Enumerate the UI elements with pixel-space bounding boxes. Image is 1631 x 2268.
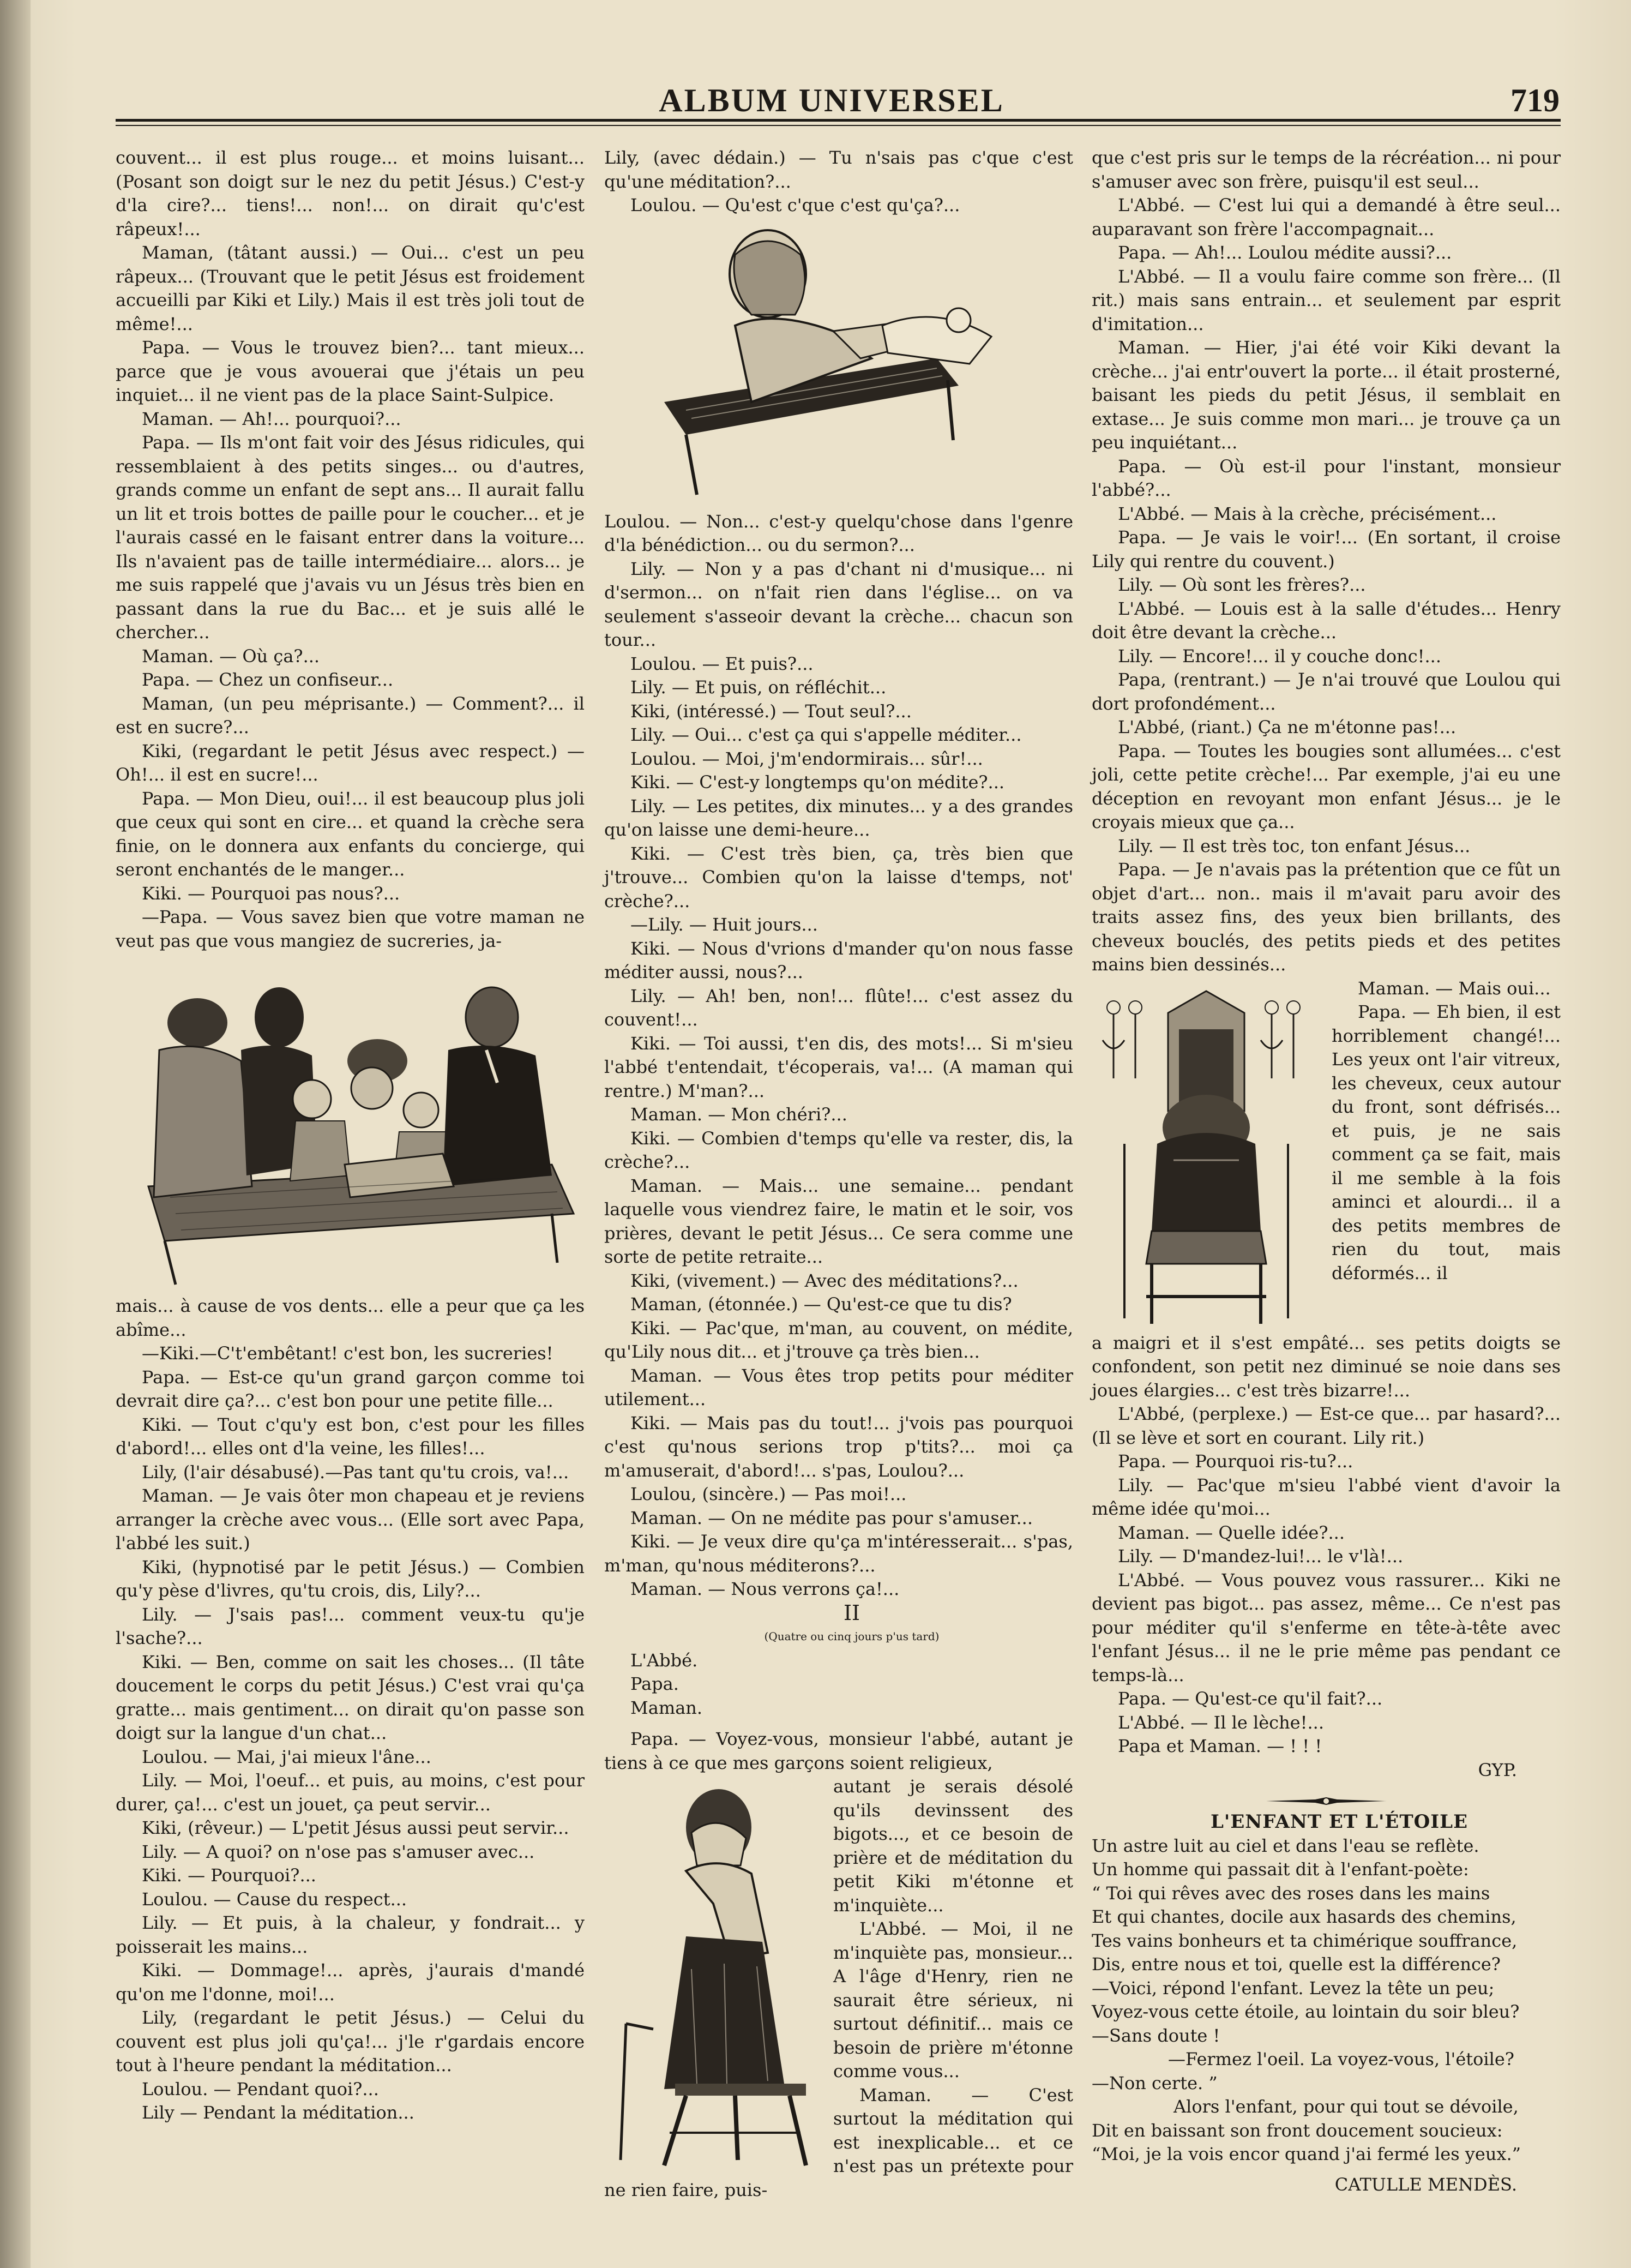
- c1b-para: mais... à cause de vos dents... elle a peur que ça les abîme...: [116, 1295, 585, 1340]
- c1a-para: Maman. — Où ça?...: [142, 645, 320, 667]
- c2b-para: Kiki. — Je veux dire qu'ça m'intéresserait... s'pas, m'man, qu'nous méditerons?...: [604, 1531, 1073, 1576]
- c3a-para: Papa. — Je vais le voir!... (En sortant, il croise Lily qui rentre du couvent.): [1092, 527, 1561, 572]
- c3a-para: Papa. — Où est-il pour l'instant, monsieur l'abbé?...: [1092, 455, 1561, 500]
- col1-text-b: [116, 1294, 585, 2125]
- c1a-para: Papa. — Mon Dieu, oui!... il est beaucoup plus joli que ceux qui sont en cire... et quand la crèche sera finie, on le donnera aux enfants du concierge, qui seront enchantés de le manger...: [116, 788, 585, 880]
- poem-para: Tes vains bonheurs et ta chimérique souffrance,: [1092, 1930, 1518, 1951]
- poem-para: —Non certe. ”: [1092, 2072, 1218, 2093]
- c2b-para: Lily. — Et puis, on réfléchit...: [630, 677, 887, 698]
- c2b-para: Kiki. — Nous d'vrions d'mander qu'on nous fasse méditer aussi, nous?...: [604, 938, 1073, 982]
- c2b-para: Maman. — On ne médite pas pour s'amuser...: [630, 1507, 1033, 1528]
- c1b-para: Kiki, (hypnotisé par le petit Jésus.) — Combien qu'y pèse d'livres, qu'tu crois, dis, Lily?...: [116, 1556, 585, 1601]
- c3a-para: que c'est pris sur le temps de la récréation... ni pour s'amuser avec son frère, puisqu'il est seul...: [1092, 147, 1561, 192]
- family-creche-illustration: [116, 957, 585, 1290]
- c1b-para: Lily. — Moi, l'oeuf... et puis, au moins, c'est pour durer, ça!... c'est un jouet, ça peut servir...: [116, 1770, 585, 1815]
- c2b-para: Kiki. — Combien d'temps qu'elle va rester, dis, la crèche?...: [604, 1127, 1073, 1172]
- col2-text-b: [604, 510, 1073, 1601]
- c1b-para: Lily, (regardant le petit Jésus.) — Celui du couvent est plus joli qu'ça!... j'le r'gardais encore tout à l'heure pendant la méditation...: [116, 2007, 585, 2075]
- poem-para: Alors l'enfant, pour qui tout se dévoile,: [1173, 2096, 1519, 2117]
- c2b-para: Maman. — Vous êtes trop petits pour méditer utilement...: [604, 1365, 1073, 1409]
- c2b-para: Maman. — Nous verrons ça!...: [630, 1579, 900, 1599]
- poem-para: Un astre luit au ciel et dans l'eau se reflète.: [1092, 1835, 1479, 1856]
- c1b-para: Lily. — J'sais pas!... comment veux-tu qu'je l'sache?...: [116, 1604, 585, 1648]
- c2b-para: Loulou. — Moi, j'm'endormirais... sûr!...: [630, 748, 983, 769]
- poem-title: L'ENFANT ET L'ÉTOILE: [1211, 1811, 1468, 1833]
- section-number: II: [843, 1600, 860, 1625]
- c1b-para: Loulou. — Pendant quoi?...: [142, 2078, 379, 2099]
- c3a-para: L'Abbé. — Mais à la crèche, précisément...: [1118, 503, 1497, 524]
- c1b-para: Kiki. — Dommage!... après, j'aurais d'mandé qu'on me l'donne, moi!...: [116, 1960, 585, 2005]
- section-note: (Quatre ou cinq jours p'us tard): [764, 1630, 940, 1643]
- c1b-para: Papa. — Est-ce qu'un grand garçon comme toi devrait dire ça?... c'est bon pour une petite fille...: [116, 1366, 585, 1411]
- header-rule-thick: [116, 119, 1561, 122]
- c3a-para: Papa, (rentrant.) — Je n'ai trouvé que Loulou qui dort profondément...: [1092, 669, 1561, 714]
- c3a-para: L'Abbé, (riant.) Ça ne m'étonne pas!...: [1118, 717, 1457, 737]
- c3b-para: Lily. — D'mandez-lui!... le v'là!...: [1118, 1546, 1404, 1567]
- poem-para: Et qui chantes, docile aux hasards des chemins,: [1092, 1906, 1516, 1927]
- c3b-para: L'Abbé. — Il le lèche!...: [1118, 1712, 1324, 1733]
- c3b-para: L'Abbé. — Vous pouvez vous rassurer... Kiki ne devient pas bigot... pas assez, même... Ce n'est pas pour méditer qu'il s'enferme en tête-à-tête avec l'enfant Jésus... il ne le prie même pas pendant ce temps-là...: [1092, 1569, 1561, 1685]
- c3a-para: Lily. — Il est très toc, ton enfant Jésus...: [1118, 835, 1471, 856]
- poem-para: “Moi, je la vois encor quand j'ai fermé les yeux.”: [1092, 2144, 1521, 2164]
- c2b-para: Lily. — Non y a pas d'chant ni d'musique... ni d'sermon... on n'fait rien dans l'église... on va seulement s'asseoir devant la crèche... chacun son tour...: [604, 558, 1073, 650]
- c3a-para: Papa. — Toutes les bougies sont allumées... c'est joli, cette petite crèche!... Par exemple, j'ai eu une déception en revoyant mon enfant Jésus... je le croyais mieux que ça...: [1092, 740, 1561, 832]
- c2b-para: Lily. — Oui... c'est ça qui s'appelle méditer...: [630, 724, 1022, 745]
- c2b-para: Maman, (étonnée.) — Qu'est-ce que tu dis?: [630, 1294, 1012, 1315]
- c3a-para: Maman. — Hier, j'ai été voir Kiki devant la crèche... j'ai entr'ouvert la porte... il était prosterné, baisant les pieds du petit Jésus, il semblait en extase... Je suis comme mon mari... je trouve ça un peu inquiétant...: [1092, 337, 1561, 453]
- c1a-para: Papa. — Vous le trouvez bien?... tant mieux... parce que je vous avouerai que j'étais un peu inquiet... il ne vient pas de la place Saint-Sulpice.: [116, 337, 585, 405]
- c2a-para: Loulou. — Qu'est c'que c'est qu'ça?...: [630, 195, 960, 215]
- c3a-para: Lily. — Encore!... il y couche donc!...: [1118, 645, 1441, 667]
- cast-item: L'Abbé.: [630, 1649, 698, 1671]
- col2-text-a: [604, 146, 1073, 218]
- c1b-para: Lily. — Et puis, à la chaleur, y fondrait... y poisserait les mains...: [116, 1912, 585, 1957]
- c1a-para: Maman, (un peu méprisante.) — Comment?... il est en sucre?...: [116, 693, 585, 737]
- c1a-para: Kiki. — Pourquoi pas nous?...: [142, 883, 400, 904]
- header-rule-thin: [116, 125, 1561, 126]
- c2b-para: Lily. — Les petites, dix minutes... y a des grandes qu'on laisse une demi-heure...: [604, 795, 1073, 840]
- c1b-para: Loulou. — Cause du respect...: [142, 1888, 407, 1910]
- poem: [1092, 1834, 1561, 2167]
- c3b-para: a maigri et il s'est empâté... ses petits doigts se confondent, son petit nez diminué se noie dans ses joues élargies... c'est très bizarre!...: [1092, 1332, 1561, 1401]
- c2b-para: —Lily. — Huit jours...: [630, 914, 818, 935]
- abbe-text: L'Abbé. — Moi, il ne m'inquiète pas, monsieur... A l'âge d'Henry, rien ne saurait être sérieux, ni surtout définitif... mais ce besoin de prière m'étonne comme vous...: [833, 1918, 1073, 2081]
- cast-list: [604, 1649, 1073, 1720]
- c3a-para: Lily. — Où sont les frères?...: [1118, 574, 1366, 595]
- c2b-para: Kiki. — Mais pas du tout!... j'vois pas pourquoi c'est qu'nous serions trop p'tits?... moi ça m'amuserait, d'abord!... s'pas, Loulou?...: [604, 1412, 1073, 1481]
- c1b-para: —Kiki.—C't'embêtant! c'est bon, les sucreries!: [142, 1343, 553, 1364]
- poem-para: —Sans doute !: [1092, 2025, 1220, 2046]
- c3wrap-para: Maman. — Mais oui...: [1358, 977, 1551, 999]
- boy-kneeling-block: [1092, 977, 1561, 1286]
- c1b-para: Lily, (l'air désabusé).—Pas tant qu'tu crois, va!...: [142, 1461, 569, 1483]
- c3a-para: Papa. — Je n'avais pas la prétention que ce fût un objet d'art... non.. mais il m'avait paru avoir des traits assez fins, des yeux bien brillants, des cheveux bouclés, des petits pieds et des petites mains bien dessinés...: [1092, 859, 1561, 975]
- signature-mendes: CATULLE MENDÈS.: [1334, 2174, 1517, 2195]
- c2b-para: Loulou, (sincère.) — Pas moi!...: [630, 1484, 907, 1504]
- col3-text-a: [1092, 146, 1561, 977]
- c1a-para: Papa. — Ils m'ont fait voir des Jésus ridicules, qui ressemblaient à des petits singes... ou d'autres, grands comme un enfant de sept ans... Il aurait fallu un lit et trois bottes de paille pour le coucher... et je l'aurais cassé en le faisant entrer dans la voiture... Ils n'avaient pas de taille intermédiaire... alors... je me suis rappelé que j'avais vu un Jésus très bien en passant dans la rue du Bac... et je suis allé le chercher...: [116, 432, 585, 643]
- cast-item: Papa.: [630, 1673, 679, 1694]
- poem-para: —Voici, répond l'enfant. Levez la tête un peu;: [1092, 1977, 1495, 1999]
- c3b-para: L'Abbé, (perplexe.) — Est-ce que... par hasard?... (Il se lève et sort en courant. Lily rit.): [1092, 1403, 1561, 1448]
- c1b-para: Loulou. — Mai, j'ai mieux l'âne...: [142, 1746, 431, 1767]
- poem-para: Dis, entre nous et toi, quelle est la différence?: [1092, 1954, 1501, 1975]
- c1b-para: Kiki, (rêveur.) — L'petit Jésus aussi peut servir...: [142, 1817, 569, 1838]
- column-2: [604, 146, 1073, 2202]
- c2b-para: Kiki. — Pac'que, m'man, au couvent, on médite, qu'Lily nous dit... et j'trouve ça très bien...: [604, 1317, 1073, 1362]
- c2b-para: Loulou. — Non... c'est-y quelqu'chose dans l'genre d'la bénédiction... ou du sermon?...: [604, 511, 1073, 555]
- c1b-para: Lily. — A quoi? on n'ose pas s'amuser avec...: [142, 1841, 535, 1862]
- c2b-para: Maman. — Mais... une semaine... pendant laquelle vous viendrez faire, le matin et le soir, vos prières, devant le petit Jésus... Ce sera comme une sorte de petite retraite...: [604, 1175, 1073, 1267]
- boy-kneeling-creche-illustration: [1092, 980, 1321, 1329]
- poem-para: Un homme qui passait dit à l'enfant-poète:: [1092, 1859, 1469, 1880]
- c1b-para: Lily — Pendant la méditation...: [142, 2102, 414, 2123]
- c3wrap-para: Papa. — Eh bien, il est horriblement changé!... Les yeux ont l'air vitreux, les cheveux, ceux autour du front, sont défrisés... et puis, je ne sais comment ça se fait, mais il me semble à la fois aminci et alourdi... il a des petits membres de rien du tout, mais déformés... il: [1332, 1001, 1561, 1283]
- papa-intro: Papa. — Voyez-vous, monsieur l'abbé, autant je tiens à ce que mes garçons soient religieux,: [604, 1729, 1073, 1773]
- column-1: [116, 146, 585, 2125]
- c2b-para: Kiki, (intéressé.) — Tout seul?...: [630, 700, 912, 722]
- c3a-para: L'Abbé. — Il a voulu faire comme son frère... (Il rit.) mais sans entrain... et seulement par esprit d'imitation...: [1092, 266, 1561, 334]
- c1a-para: Maman, (tâtant aussi.) — Oui... c'est un peu râpeux... (Trouvant que le petit Jésus est froidement accueilli par Kiki et Lily.) Mais il est très joli tout de même!...: [116, 242, 585, 334]
- c2b-para: Kiki. — C'est très bien, ça, très bien que j'trouve... Combien qu'on la laisse d'temps, not' crèche?...: [604, 843, 1073, 911]
- col1-text-a: [116, 146, 585, 953]
- poem-para: Dit en baissant son front doucement soucieux:: [1092, 2120, 1503, 2141]
- c3a-para: L'Abbé. — C'est lui qui a demandé à être seul... auparavant son frère l'accompagnait...: [1092, 195, 1561, 239]
- c2b-para: Kiki, (vivement.) — Avec des méditations?...: [630, 1270, 1019, 1291]
- c2b-para: Lily. — Ah! ben, non!... flûte!... c'est assez du couvent!...: [604, 985, 1073, 1030]
- c1b-para: Kiki. — Tout c'qu'y est bon, c'est pour les filles d'abord!... elles ont d'la veine, les filles!...: [116, 1414, 585, 1459]
- c3b-para: Papa et Maman. — ! ! !: [1118, 1736, 1322, 1756]
- col3-text-b: [1092, 1331, 1561, 1759]
- c2b-para: Maman. — Mon chéri?...: [630, 1104, 847, 1125]
- c1a-para: Papa. — Chez un confiseur...: [142, 669, 394, 690]
- girl-praying-block: [604, 1775, 1073, 2202]
- c3b-para: Lily. — Pac'que m'sieu l'abbé vient d'avoir la même idée qu'moi...: [1092, 1474, 1561, 1519]
- c2a-para: Lily, (avec dédain.) — Tu n'sais pas c'que c'est qu'une méditation?...: [604, 147, 1073, 192]
- girl-praying-on-stool-illustration: [604, 1778, 822, 2171]
- c3b-para: Papa. — Pourquoi ris-tu?...: [1118, 1451, 1353, 1472]
- c1b-para: Kiki. — Ben, comme on sait les choses... (Il tâte doucement le corps du petit Jésus.) C'est vrai qu'ça gratte... mais gentiment... on dirait qu'on passe son doigt sur la langue d'un chat...: [116, 1651, 585, 1743]
- c3a-para: L'Abbé. — Louis est à la salle d'études... Henry doit être devant la crèche...: [1092, 598, 1561, 643]
- poem-para: —Fermez l'oeil. La voyez-vous, l'étoile?: [1168, 2049, 1514, 2069]
- c2b-para: Kiki. — C'est-y longtemps qu'on médite?...: [630, 772, 1005, 793]
- poem-para: “ Toi qui rêves avec des roses dans les mains: [1092, 1882, 1490, 1904]
- masthead-title: ALBUM UNIVERSEL: [659, 82, 1004, 118]
- c3b-para: Papa. — Qu'est-ce qu'il fait?...: [1118, 1688, 1383, 1709]
- c1b-para: Maman. — Je vais ôter mon chapeau et je reviens arranger la crèche avec vous... (Elle sort avec Papa, l'abbé les suit.): [116, 1485, 585, 1553]
- column-3: [1092, 146, 1561, 2197]
- poem-para: Voyez-vous cette étoile, au lointain du soir bleu?: [1092, 2001, 1520, 2022]
- cast-item: Maman.: [630, 1697, 703, 1718]
- page-number: 719: [1510, 82, 1560, 118]
- papa-wrap-text: autant je serais désolé qu'ils devinssent des bigots..., et ce besoin de prière et de méditation du petit Kiki m'étonne et m'inquiète...: [833, 1776, 1073, 1916]
- girl-reading-book-illustration: [653, 222, 1024, 506]
- c2b-para: Loulou. — Et puis?...: [630, 653, 814, 674]
- maman-end-text: Maman. — C'est surtout la méditation qui est inexplicable... et ce n'est pas un prétexte pour ne rien faire, puis-: [604, 2084, 1073, 2200]
- c1b-para: Kiki. — Pourquoi?...: [142, 1865, 316, 1886]
- c1a-para: —Papa. — Vous savez bien que votre maman ne veut pas que vous mangiez de sucreries, ja-: [116, 907, 585, 951]
- c3a-para: Papa. — Ah!... Loulou médite aussi?...: [1118, 242, 1452, 263]
- binding-gutter: [0, 0, 31, 2268]
- c3b-para: Maman. — Quelle idée?...: [1118, 1522, 1345, 1543]
- c1a-para: Kiki, (regardant le petit Jésus avec respect.) — Oh!... il est en sucre!...: [116, 740, 585, 785]
- signature-gyp: GYP.: [1478, 1759, 1517, 1780]
- c1a-para: Maman. — Ah!... pourquoi?...: [142, 408, 401, 429]
- c1a-para: couvent... il est plus rouge... et moins luisant... (Posant son doigt sur le nez du petit Jésus.) C'est-y d'la cire?... tiens!... non!... on dirait qu'c'est râpeux!...: [116, 147, 585, 239]
- ornament-divider: [1266, 1796, 1386, 1806]
- c2b-para: Kiki. — Toi aussi, t'en dis, des mots!... Si m'sieu l'abbé t'entendait, t'écoperais, va!... (A maman qui rentre.) M'man?...: [604, 1033, 1073, 1101]
